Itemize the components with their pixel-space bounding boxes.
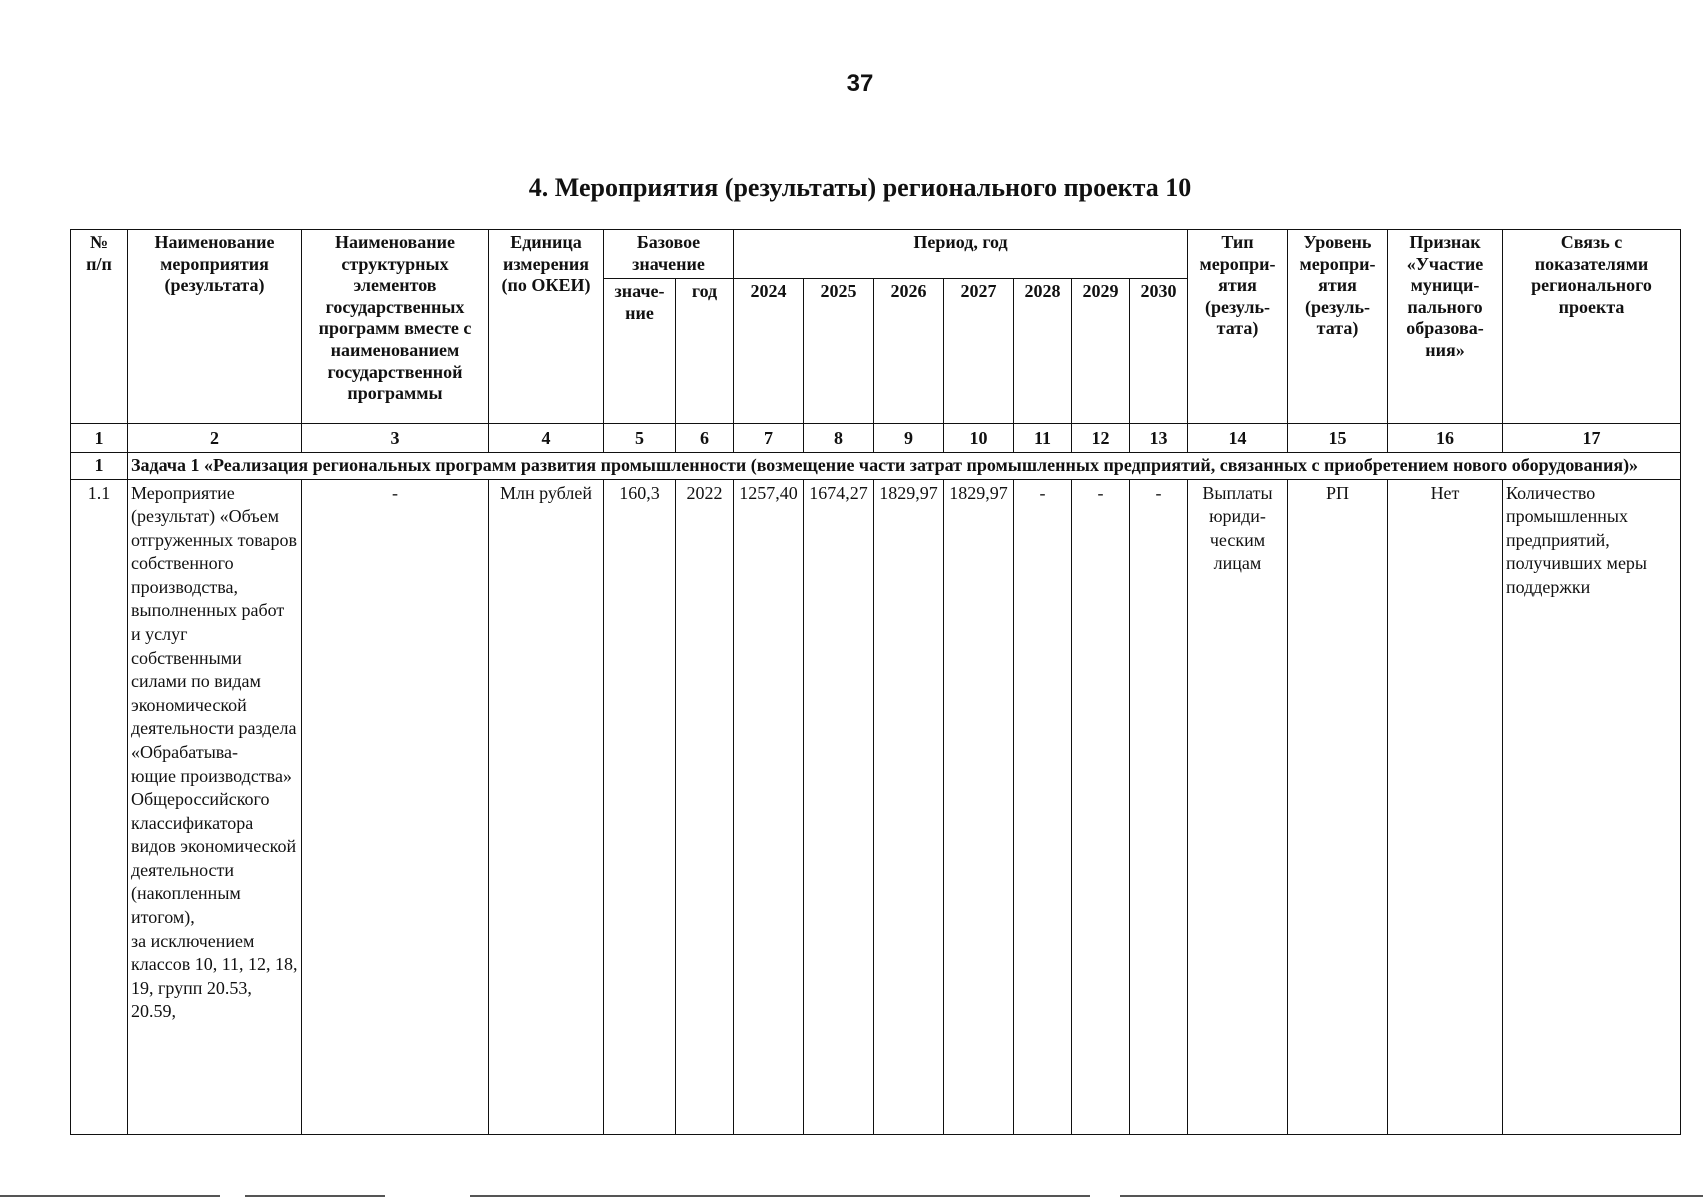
row-value-2024: 1257,40 [734,479,804,1134]
header-base: Базовое значение [604,230,734,279]
column-number: 14 [1188,424,1288,453]
scan-edge-line [0,1195,220,1197]
task-row [71,453,1681,480]
header-num: № п/п [71,230,128,424]
row-unit: Млн рублей [489,479,604,1134]
column-numbers-row [71,424,1681,453]
row-level: РП [1288,479,1388,1134]
scan-edge-line [1120,1195,1703,1197]
row-value-2028: - [1014,479,1072,1134]
header-year: 2026 [874,279,944,424]
header-base-year: год [676,279,734,424]
header-link: Связь с показателями регионального проекта [1503,230,1681,424]
column-number: 13 [1130,424,1188,453]
header-municipal: Признак «Участие муници- пального образова- ния» [1388,230,1503,424]
task-number: 1 [71,453,128,480]
column-number: 15 [1288,424,1388,453]
column-number: 11 [1014,424,1072,453]
header-unit: Единица измерения (по ОКЕИ) [489,230,604,424]
row-number: 1.1 [71,479,128,1134]
header-year: 2025 [804,279,874,424]
row-value-2029: - [1072,479,1130,1134]
row-struct: - [302,479,489,1134]
header-type: Тип меропри- ятия (резуль- тата) [1188,230,1288,424]
header-year: 2028 [1014,279,1072,424]
header-name: Наименование мероприятия (результата) [128,230,302,424]
column-number: 4 [489,424,604,453]
row-value-2026: 1829,97 [874,479,944,1134]
column-number: 3 [302,424,489,453]
scan-edge-line [245,1195,385,1197]
row-name: Мероприятие (результат) «Объем отгруженных товаров собственного производства, выполненных работ и услуг собственными силами по видам экономической деятельности раздела «Обрабатыва- ющие производства» Общероссийского классификатора видов экономической деятельности (накопленным итогом), за исключением классов 10, 11, 12, 18, 19, групп 20.53, 20.59, [128,479,302,1134]
column-number: 16 [1388,424,1503,453]
column-number: 8 [804,424,874,453]
row-type: Выплаты юриди- ческим лицам [1188,479,1288,1134]
column-number: 12 [1072,424,1130,453]
header-struct: Наименование структурных элементов государственных программ вместе с наименованием государственной программы [302,230,489,424]
row-municipal: Нет [1388,479,1503,1134]
header-year: 2029 [1072,279,1130,424]
header-year: 2030 [1130,279,1188,424]
column-number: 1 [71,424,128,453]
row-base-year: 2022 [676,479,734,1134]
column-number: 6 [676,424,734,453]
page-title: 4. Мероприятия (результаты) регионального проекта 10 [528,173,1192,202]
measures-table [70,229,1681,1135]
table-row [71,479,1681,1134]
column-number: 9 [874,424,944,453]
row-value-2025: 1674,27 [804,479,874,1134]
page-number: 37 [846,70,874,97]
header-level: Уровень меропри- ятия (резуль- тата) [1288,230,1388,424]
column-number: 7 [734,424,804,453]
column-number: 17 [1503,424,1681,453]
row-value-2027: 1829,97 [944,479,1014,1134]
header-year: 2024 [734,279,804,424]
header-period: Период, год [734,230,1188,279]
header-base-value: значе- ние [604,279,676,424]
column-number: 10 [944,424,1014,453]
scan-edge-line [470,1195,1090,1197]
row-base-value: 160,3 [604,479,676,1134]
column-number: 5 [604,424,676,453]
row-value-2030: - [1130,479,1188,1134]
header-year: 2027 [944,279,1014,424]
column-number: 2 [128,424,302,453]
row-link: Количество промышленных предприятий, получивших меры поддержки [1503,479,1681,1134]
task-text: Задача 1 «Реализация региональных программ развития промышленности (возмещение части затрат промышленных предприятий, связанных с приобретением нового оборудования)» [128,453,1681,480]
